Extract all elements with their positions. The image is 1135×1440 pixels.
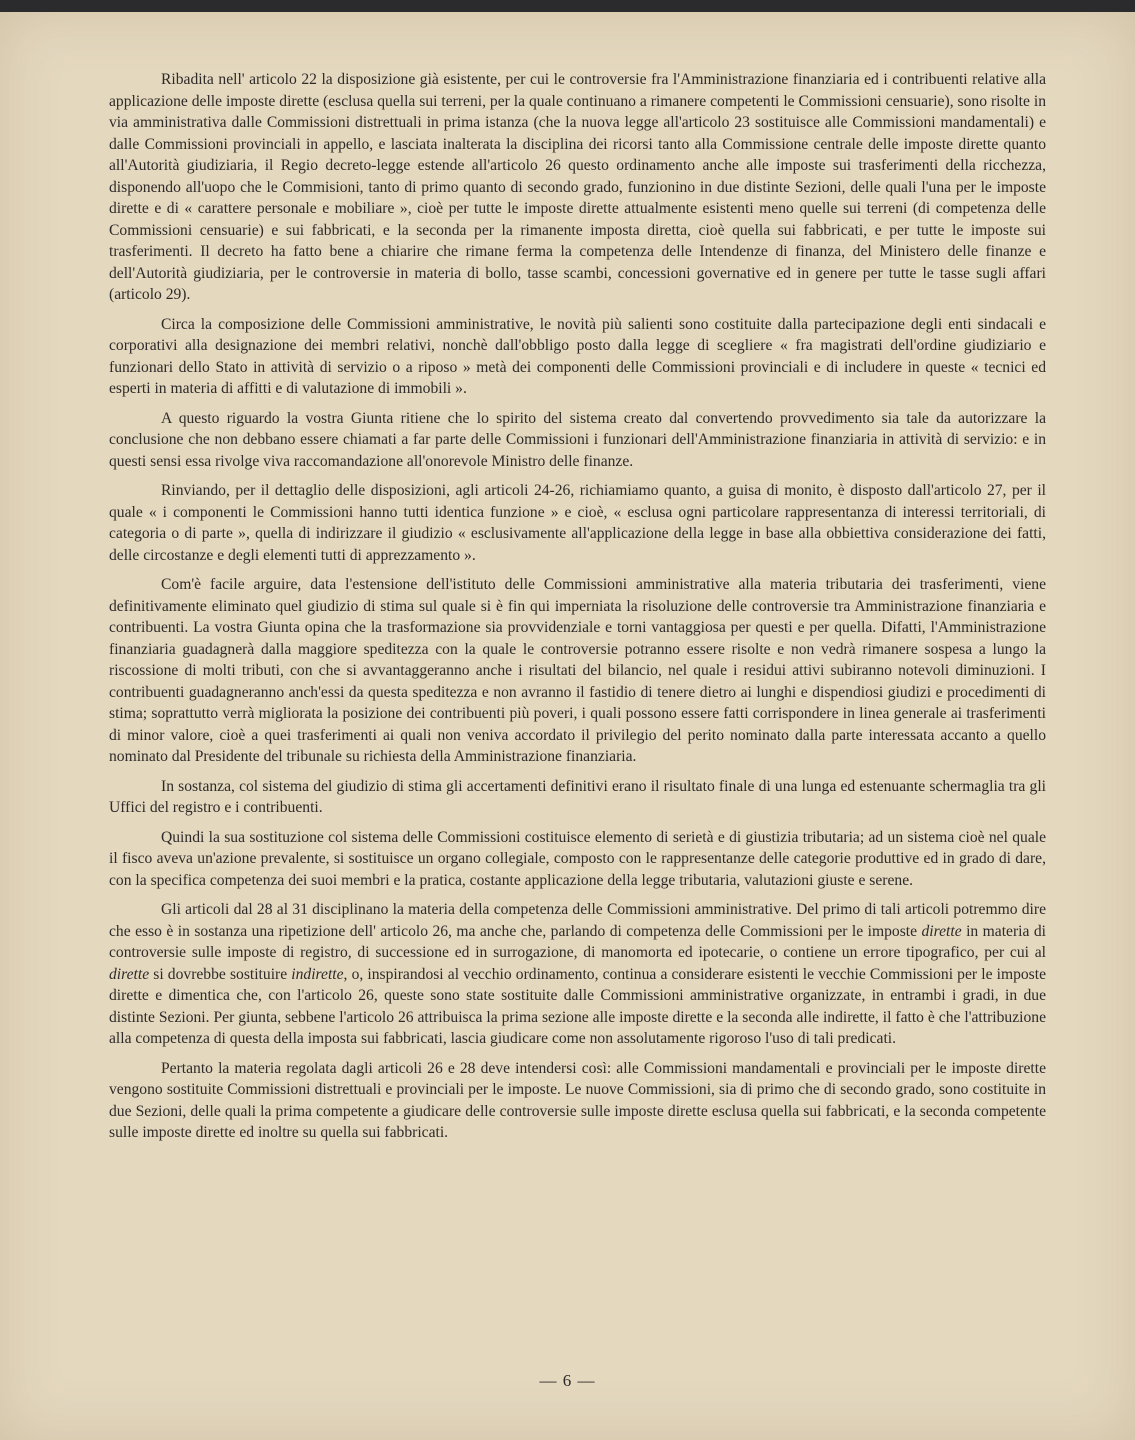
paragraph: Gli articoli dal 28 al 31 disciplinano la materia della competenza delle Commissioni amministrative. Del primo di tali articoli potremmo dire che esso è in sostanza una ripetizione dell' articolo 26, ma anche che, parlando di competenza delle Commissioni per le imposte dirette in materia di controversie sulle imposte di registro, di successione ed in surrogazione, di manomorta ed ipotecarie, o contiene un errore tipografico, per cui al dirette si dovrebbe sostituire indirette, o, inspirandosi al vecchio ordinamento, continua a considerare esistenti le vecchie Commissioni per le imposte dirette e dimentica che, con l'articolo 26, queste sono state sostituite dalle Commissioni amministrative organizzate, in entrambi i gradi, in due distinte Sezioni. Per giunta, sebbene l'articolo 26 attribuisca la prima sezione alle imposte dirette e la seconda alle indirette, il fatto è che l'attribuzione alla competenza di questa della imposta sui fabbricati, lascia giudicare come non assolutamente rigoroso l'uso di tali predicati.: [109, 901, 1046, 1047]
scanned-page: [0, 12, 1135, 1440]
paragraph: In sostanza, col sistema del giudizio di stima gli accertamenti definitivi erano il risultato finale di una lunga ed estenuante schermaglia tra gli Uffici del registro e i contribuenti.: [109, 777, 1046, 816]
paragraph: Ribadita nell' articolo 22 la disposizione già esistente, per cui le controversie fra l'Amministrazione finanziaria ed i contribuenti relative alla applicazione delle imposte dirette (esclusa quella sui terreni, per la quale continuano a rimanere competenti le Commissioni censuarie), sono risolte in via amministrativa dalle Commissioni distrettuali in prima istanza (che la nuova legge all'articolo 23 sostituisce alle Commissioni mandamentali) e dalle Commissioni provinciali in appello, e lasciata inalterata la disciplina dei ricorsi tanto alla Commissione centrale delle imposte dirette quanto all'Autorità giudiziaria, il Regio decreto-legge estende all'articolo 26 questo ordinamento anche alle imposte sui trasferimenti della ricchezza, disponendo all'uopo che le Commisioni, tanto di primo quanto di secondo grado, funzionino in due distinte Sezioni, delle quali l'una per le imposte dirette e di « carattere personale e mobiliare », cioè per tutte le imposte dirette attualmente esistenti meno quelle sui terreni (di competenza delle Commissioni censuarie) e sui fabbricati, e la seconda per la rimanente imposta diretta, cioè quella sui fabbricati, e per tutte le imposte sui trasferimenti. Il decreto ha fatto bene a chiarire che rimane ferma la competenza delle Intendenze di finanza, del Ministero delle finanze e dell'Autorità giudiziaria, per le controversie in materia di bollo, tasse scambi, concessioni governative ed in genere per tutte le tasse sugli affari (articolo 29).: [109, 71, 1046, 303]
paragraph: Rinviando, per il dettaglio delle disposizioni, agli articoli 24-26, richiamiamo quanto, a guisa di monito, è disposto dall'articolo 27, per il quale « i componenti le Commissioni hanno tutti identica funzione » e cioè, « esclusa ogni particolare rappresentanza di interessi territoriali, di categoria o di parte », quella di indirizzare il giudizio « esclusivamente all'applicazione della legge in base alla obbiettiva considerazione dei fatti, delle circostanze e degli elementi tutti di apprezzamento ».: [109, 482, 1046, 564]
italic-term: dirette: [921, 922, 962, 940]
body-text: [109, 69, 1046, 1152]
italic-term: dirette: [109, 965, 150, 983]
paragraph: A questo riguardo la vostra Giunta ritiene che lo spirito del sistema creato dal convertendo provvedimento sia tale da autorizzare la conclusione che non debbano essere chiamati a far parte delle Commissioni i funzionari dell'Amministrazione finanziaria in attività di servizio: e in questi sensi essa rivolge viva raccomandazione all'onorevole Ministro delle finanze.: [109, 409, 1046, 470]
italic-term: indirette: [291, 965, 344, 983]
paragraph: Com'è facile arguire, data l'estensione dell'istituto delle Commissioni amministrative alla materia tributaria dei trasferimenti, viene definitivamente eliminato quel giudizio di stima sul quale si è fin qui imperniata la risoluzione delle controversie tra Amministrazione finanziaria e contribuenti. La vostra Giunta opina che la trasformazione sia provvidenziale e torni vantaggiosa per questi e per quella. Difatti, l'Amministrazione finanziaria guadagnerà dalla maggiore speditezza con la quale le controversie potranno essere risolte e non vedrà rimanere sospesa a lungo la riscossione di molti tributi, con che si avvantaggeranno anche i risultati del bilancio, nel quale i residui attivi subiranno notevoli diminuzioni. I contribuenti guadagneranno anch'essi da questa speditezza e non avranno il fastidio di tenere dietro ai lunghi e dispendiosi giudizi e procedimenti di stima; soprattutto verrà migliorata la posizione dei contribuenti più poveri, i quali possono essere fatti corrispondere in linea generale ai trasferimenti di minor valore, cioè a quei trasferimenti ai quali non veniva accordato il privilegio del perito nominato dalla parte interessata accanto a quello nominato dal Presidente del tribunale su richiesta della Amministrazione finanziaria.: [109, 576, 1046, 765]
page-number: — 6 —: [539, 1371, 596, 1390]
paragraph: Circa la composizione delle Commissioni amministrative, le novità più salienti sono costituite dalla partecipazione degli enti sindacali e corporativi alla designazione dei membri relativi, nonchè dall'obbligo posto dalla legge di scegliere « fra magistrati dell'ordine giudiziario e funzionari dello Stato in attività di servizio o a riposo » metà dei componenti delle Commissioni provinciali e di includere in queste « tecnici ed esperti in materia di affitti e di valutazione di immobili ».: [109, 315, 1046, 397]
paragraph: Pertanto la materia regolata dagli articoli 26 e 28 deve intendersi così: alle Commissioni mandamentali e provinciali per le imposte dirette vengono sostituite Commissioni distrettuali e provinciali per le imposte. Le nuove Commissioni, sia di primo che di secondo grado, sono costituite in due Sezioni, delle quali la prima competente a giudicare delle controversie sulle imposte dirette esclusa quella sui fabbricati, e la seconda competente sulle imposte dirette ed inoltre su quella sui fabbricati.: [109, 1059, 1046, 1141]
paragraph: Quindi la sua sostituzione col sistema delle Commissioni costituisce elemento di serietà e di giustizia tributaria; ad un sistema cioè nel quale il fisco aveva un'azione prevalente, si sostituisce un organo collegiale, composto con le rappresentanze delle categorie produttive ed in grado di dare, con la specifica competenza dei suoi membri e la pratica, costante applicazione della legge tributaria, valutazioni giuste e serene.: [109, 828, 1046, 889]
